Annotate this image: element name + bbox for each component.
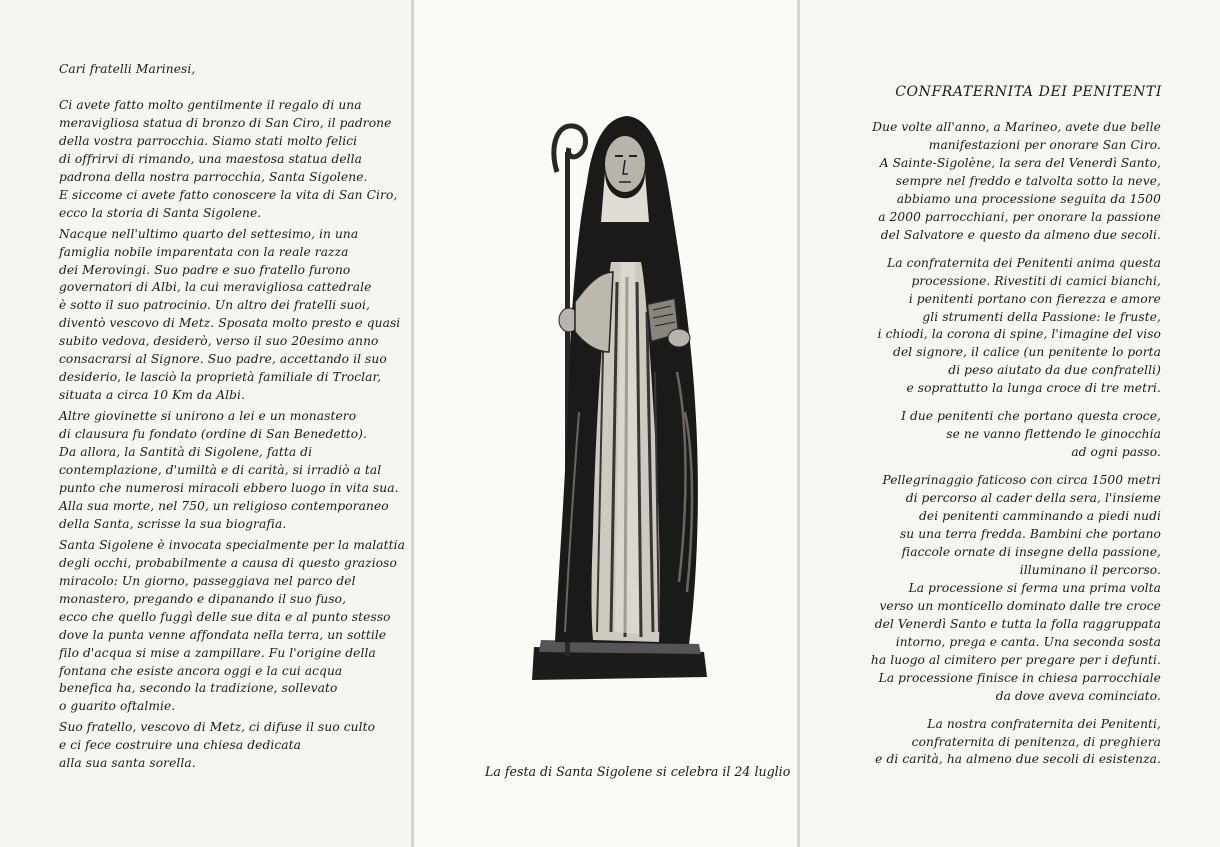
- text-line: Nacque nell'ultimo quarto del settesimo, in una: [59, 226, 359, 241]
- text-line: consacrarsi al Signore. Suo padre, accettando il suo: [59, 352, 387, 367]
- text-line: La confraternita dei Penitenti anima questa: [887, 255, 1161, 270]
- text-line: Santa Sigolene è invocata specialmente per la malattia: [59, 537, 405, 552]
- text-line: La processione finisce in chiesa parrocchiale: [878, 670, 1161, 685]
- paragraph: [821, 408, 1161, 462]
- text-line: di peso aiutato da due confratelli): [948, 363, 1161, 378]
- text-line: situata a circa 10 Km da Albi.: [59, 388, 245, 403]
- text-line: o guarito oftalmie.: [59, 699, 176, 714]
- text-line: diventò vescovo di Metz. Sposata molto presto e quasi: [59, 316, 401, 331]
- text-line: Due volte all'anno, a Marineo, avete due belle: [872, 120, 1161, 134]
- text-line: da dove aveva cominciato.: [995, 688, 1161, 703]
- text-line: ecco la storia di Santa Sigolene.: [59, 205, 262, 220]
- text-line: intorno, prega e canta. Una seconda sosta: [895, 634, 1161, 649]
- text-line: del signore, il calice (un penitente lo porta: [893, 345, 1161, 360]
- text-line: se ne vanno flettendo le ginocchia: [946, 427, 1161, 442]
- text-line: di offrirvi di rimando, una maestosa statua della: [59, 151, 363, 166]
- text-line: e di carità, ha almeno due secoli di esistenza.: [875, 752, 1161, 767]
- paragraph: [59, 408, 399, 534]
- text-line: Alla sua morte, nel 750, un religioso contemporaneo: [59, 498, 389, 513]
- text-line: del Salvatore e questo da almeno due secoli.: [880, 227, 1161, 242]
- text-line: Pellegrinaggio faticoso con circa 1500 metri: [882, 473, 1161, 488]
- text-line: E siccome ci avete fatto conoscere la vita di San Ciro,: [59, 187, 398, 202]
- text-line: i chiodi, la corona di spine, l'imagine del viso: [877, 327, 1161, 342]
- paragraph: [821, 119, 1161, 245]
- paragraph: [821, 472, 1161, 705]
- text-line: fontana che esiste ancora oggi e la cui acqua: [59, 663, 343, 678]
- paragraph: [59, 537, 405, 717]
- text-line: e soprattutto la lunga croce di tre metri.: [906, 381, 1161, 396]
- text-line: Altre giovinette si unirono a lei e un monastero: [59, 409, 357, 424]
- letter-text: [59, 61, 405, 776]
- text-line: famiglia nobile imparentata con la reale razza: [59, 244, 349, 259]
- paragraph: [59, 719, 399, 773]
- section-title: CONFRATERNITA DEI PENITENTI: [895, 84, 1162, 100]
- text-line: desiderio, le lasciò la proprietà familiale di Troclar,: [59, 370, 382, 385]
- text-line: miracolo: Un giorno, passeggiava nel parco del: [59, 573, 356, 588]
- text-line: monastero, pregando e dipanando il suo fuso,: [59, 591, 347, 606]
- text-line: dei Merovingi. Suo padre e suo fratello furono: [59, 262, 351, 277]
- middle-panel: [414, 0, 798, 847]
- text-line: padrona della nostra parrocchia, Santa Sigolene.: [59, 169, 368, 184]
- text-line: meravigliosa statua di bronzo di San Ciro, il padrone: [59, 115, 392, 130]
- confraternity-paragraphs: [821, 119, 1161, 769]
- text-line: i penitenti portano con fierezza e amore: [908, 291, 1161, 306]
- text-line: della vostra parrocchia. Siamo stati molto felici: [59, 133, 358, 148]
- paragraph: [59, 226, 399, 406]
- text-line: fiaccole ornate di insegne della passione,: [901, 544, 1161, 559]
- letter-paragraphs: [59, 97, 405, 773]
- text-line: dei penitenti camminando a piedi nudi: [919, 509, 1161, 524]
- text-line: degli occhi, probabilmente a causa di questo grazioso: [59, 555, 397, 570]
- text-line: A Sainte-Sigolène, la sera del Venerdì Santo,: [879, 155, 1161, 170]
- text-line: filo d'acqua si mise a zampillare. Fu l'origine della: [59, 645, 376, 660]
- text-line: Suo fratello, vescovo di Metz, ci difuse il suo culto: [59, 720, 376, 735]
- paragraph: [821, 255, 1161, 399]
- text-line: manifestazioni per onorare San Ciro.: [928, 137, 1161, 152]
- left-panel: [0, 0, 412, 847]
- paragraph: [821, 716, 1161, 770]
- saint-statue-illustration: [529, 112, 709, 692]
- text-line: contemplazione, d'umiltà e di carità, si irradiò a tal: [59, 463, 382, 478]
- text-line: gli strumenti della Passione: le fruste,: [922, 309, 1161, 324]
- text-line: della Santa, scrisse la sua biografia.: [59, 516, 287, 531]
- text-line: ecco che quello fuggì delle sue dita e al punto stesso: [59, 609, 391, 624]
- text-line: dove la punta venne affondata nella terra, un sottile: [59, 627, 387, 642]
- text-line: ha luogo al cimitero per pregare per i defunti.: [870, 652, 1161, 667]
- text-line: illuminano il percorso.: [1019, 562, 1161, 577]
- text-line: La processione si ferma una prima volta: [908, 580, 1161, 595]
- text-line: e ci fece costruire una chiesa dedicata: [59, 738, 302, 753]
- right-panel: [800, 0, 1220, 847]
- text-line: La nostra confraternita dei Penitenti,: [927, 716, 1161, 731]
- text-line: alla sua santa sorella.: [59, 756, 196, 771]
- confraternity-text: [821, 119, 1161, 779]
- text-line: processione. Rivestiti di camici bianchi,: [911, 273, 1161, 288]
- text-line: ad ogni passo.: [1071, 445, 1161, 460]
- text-line: abbiamo una processione seguita da 1500: [896, 191, 1161, 206]
- text-line: su una terra fredda. Bambini che portano: [899, 527, 1161, 542]
- paragraph: [59, 97, 399, 223]
- text-line: Da allora, la Santità di Sigolene, fatta di: [59, 445, 313, 460]
- text-line: subito vedova, desiderò, verso il suo 20esimo anno: [59, 334, 379, 349]
- salutation: Cari fratelli Marinesi,: [59, 62, 196, 76]
- text-line: di clausura fu fondato (ordine di San Benedetto).: [59, 427, 367, 442]
- statue-caption: La festa di Santa Sigolene si celebra il 24 luglio: [485, 764, 791, 779]
- text-line: confraternita di penitenza, di preghiera: [911, 734, 1161, 749]
- text-line: sempre nel freddo e talvolta sotto la neve,: [895, 173, 1161, 188]
- text-line: governatori di Albi, la cui meravigliosa cattedrale: [59, 280, 372, 295]
- text-line: I due penitenti che portano questa croce,: [901, 409, 1161, 424]
- text-line: Ci avete fatto molto gentilmente il regalo di una: [59, 97, 362, 112]
- text-line: punto che numerosi miracoli ebbero luogo in vita sua.: [59, 480, 399, 495]
- text-line: di percorso al cader della sera, l'insieme: [905, 491, 1161, 506]
- text-line: benefica ha, secondo la tradizione, sollevato: [59, 681, 338, 696]
- text-line: è sotto il suo patrocinio. Un altro dei fratelli suoi,: [59, 298, 370, 313]
- text-line: del Venerdì Santo e tutta la folla raggruppata: [874, 616, 1161, 631]
- text-line: verso un monticello dominato dalle tre croce: [879, 598, 1161, 613]
- text-line: a 2000 parrocchiani, per onorare la passione: [878, 209, 1161, 224]
